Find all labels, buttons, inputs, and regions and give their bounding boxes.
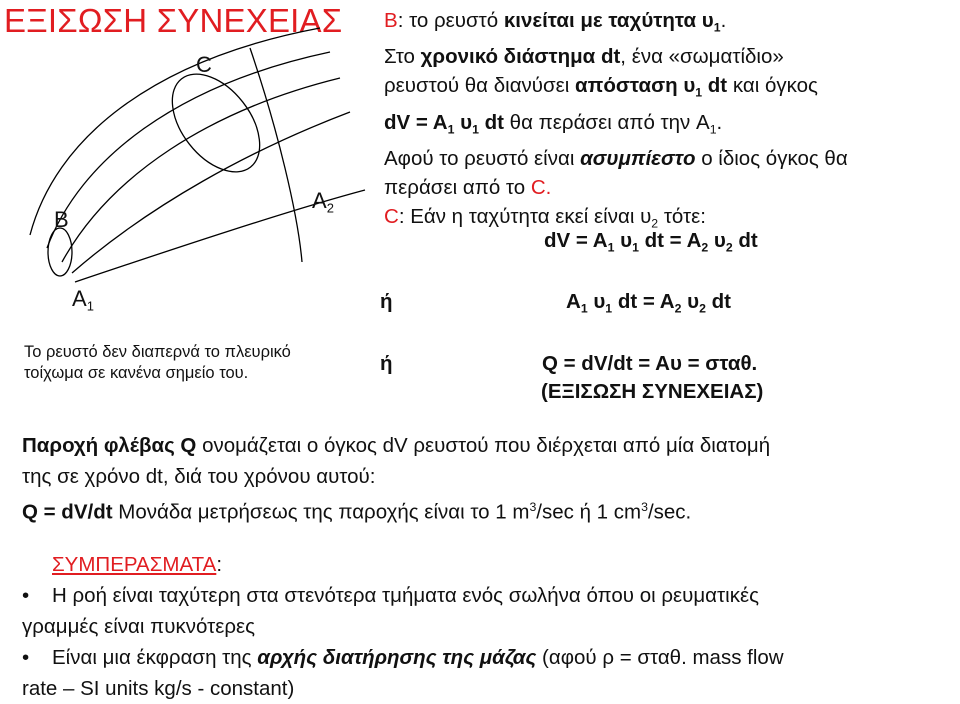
or-label-2: ή bbox=[380, 352, 393, 375]
conclusion-item-2: • Είναι μια έκφραση της αρχής διατήρησης της μάζας (αφού ρ = σταθ. mass flow bbox=[22, 642, 784, 673]
streamline-3 bbox=[72, 112, 350, 273]
flow-rate-line-1: Παροχή φλέβας Q ονομάζεται ο όγκος dV ρευστού που διέρχεται από μία διατομή bbox=[22, 434, 771, 457]
streamline-top-outer bbox=[30, 28, 320, 235]
explanation-block bbox=[384, 6, 848, 238]
or-label-1: ή bbox=[380, 290, 393, 313]
conclusions-section bbox=[22, 549, 784, 704]
conclusion-item-2-cont: rate – SI units kg/s - constant) bbox=[22, 677, 295, 700]
label-a2: $A_2$ bbox=[312, 188, 334, 216]
conclusion-item-1: • Η ροή είναι ταχύτερη στα στενότερα τμήματα ενός σωλήνα όπου οι ρευματικές bbox=[22, 580, 784, 611]
bullet-icon: • bbox=[22, 584, 30, 607]
bullet-icon: • bbox=[22, 646, 30, 669]
flow-rate-line-2: της σε χρόνο dt, διά του χρόνου αυτού: bbox=[22, 465, 376, 488]
conclusions-heading: ΣΥΜΠΕΡΑΣΜΑΤΑ: bbox=[52, 553, 223, 576]
tube-right-wall bbox=[250, 48, 302, 262]
equation-continuity-name: (ΕΞΙΣΩΣΗ ΣΥΝΕΧΕΙΑΣ) bbox=[541, 380, 764, 403]
explanation-line-1: Β: το ρευστό κινείται με ταχύτητα $\upsilon_1$. bbox=[384, 9, 727, 35]
flow-tube-diagram bbox=[0, 0, 380, 340]
label-a1: $A_1$ bbox=[72, 286, 94, 314]
wall-note-line1: Το ρευστό δεν διαπερνά το πλευρικό bbox=[24, 343, 291, 361]
explanation-line-4: dV = $A_1$ $\upsilon_1$ dt θα περάσει από την $A_1$. bbox=[384, 110, 723, 136]
equation-dv: dV = $A_1$ $\upsilon_1$ dt = $A_2$ $\upsilon_2$ dt bbox=[544, 229, 758, 255]
explanation-line-5: Αφού το ρευστό είναι ασυμπίεστο ο ίδιος όγκος θα bbox=[384, 146, 848, 170]
flow-rate-line-3: Q = dV/dt Μονάδα μετρήσεως της παροχής είναι το 1 $m^3/\sec$ ή 1 $cm^3/\sec$. bbox=[22, 500, 692, 524]
wall-note bbox=[24, 342, 291, 384]
streamline-1 bbox=[47, 52, 330, 248]
flow-rate-paragraph bbox=[22, 430, 770, 527]
label-b: B bbox=[54, 207, 69, 232]
explanation-line-6: περάσει από το C. bbox=[384, 175, 552, 199]
explanation-line-7: C: Εάν η ταχύτητα εκεί είναι $\upsilon_2$ τότε: bbox=[384, 204, 706, 231]
equation-a1u1-a2u2: $A_1$ $\upsilon_1$ dt = $A_2$ $\upsilon_2$ dt bbox=[566, 290, 731, 316]
page-title: ΕΞΙΣΩΣΗ ΣΥΝΕΧΕΙΑΣ bbox=[4, 2, 343, 39]
explanation-line-3: ρευστού θα διανύσει απόσταση $\upsilon_1$ dt και όγκος bbox=[384, 74, 818, 100]
label-c: C bbox=[196, 52, 212, 77]
explanation-line-2: Στο χρονικό διάστημα dt, ένα «σωματίδιο» bbox=[384, 45, 784, 69]
equation-continuity: Q = dV/dt = Aυ = σταθ. bbox=[542, 352, 758, 375]
conclusion-item-1-cont: γραμμές είναι πυκνότερες bbox=[22, 615, 256, 638]
wall-note-line2: τοίχωμα σε κανένα σημείο του. bbox=[24, 364, 249, 382]
